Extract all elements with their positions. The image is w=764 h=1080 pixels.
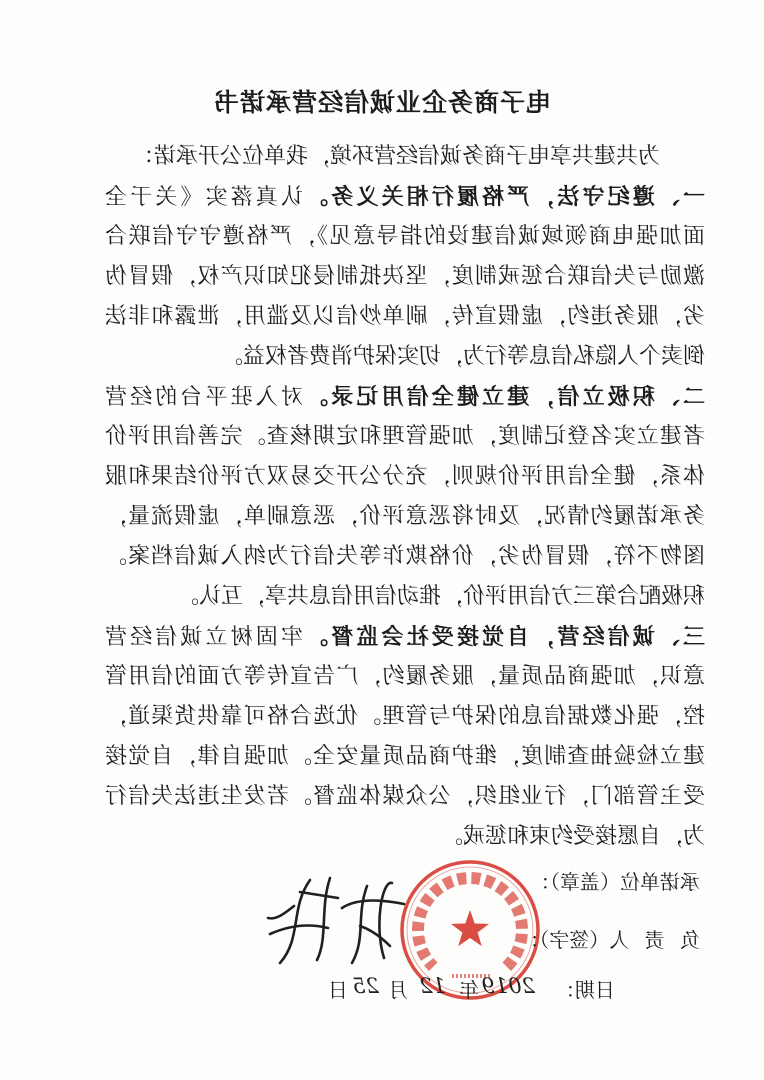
body-line: 受主管部门，行业组织，公众媒体监督。若发生违法失信行 (105, 784, 705, 809)
section-2-number: 二、 (654, 384, 705, 410)
body-line: 图物不符，假冒伪劣，价格欺诈等失信行为纳入诚信档案。 (105, 544, 705, 569)
body-line: 建立检验抽查制度，维护商品质量安全。加强自律，自觉接 (105, 744, 705, 769)
document-body (105, 137, 705, 857)
body-line: 意识，加强商品质量，服务履约，广告宣传等方面的信用管 (105, 664, 705, 689)
body-line: 积极配合第三方信用评价，推动信用信息共享，互认。 (176, 584, 705, 609)
section-2-heading: 积极立信，建立健全信用记录。 (302, 384, 655, 410)
section-1-first-line (105, 177, 705, 217)
section-3-heading: 诚信经营，自觉接受社会监督。 (302, 624, 655, 650)
body-line: 控，强化数据信息的保护与管理。优选合格可靠供货渠道， (105, 704, 705, 729)
date-month: 12 (419, 974, 446, 998)
body-line: 激励与失信联合惩戒制度，坚决抵制侵犯知识产权，假冒伪 (105, 264, 705, 289)
commitment-unit-label: 承诺单位（盖章）： (530, 870, 700, 894)
body-line: 体系，健全信用评价规则，充分公开交易双方评价结果和服 (105, 464, 705, 489)
section-3-number: 三、 (654, 624, 705, 650)
document-title: 电子商务企业诚信经营承诺书 (213, 88, 552, 117)
date-label: 日期： (555, 978, 615, 1002)
section-1-number: 一、 (654, 184, 705, 210)
date-day: 25 (352, 974, 379, 998)
responsible-person-label: 负 责 人（签字）： (519, 928, 700, 952)
section-1-text: 认真落实《关于全 (105, 185, 303, 210)
section-2-first-line (105, 377, 705, 417)
body-line: 劣，服务违约，虚假宣传，刷单炒信以及滥用，泄露和非法 (105, 304, 705, 329)
handwritten-signature (262, 868, 412, 968)
body-line: 者建立实名登记制度，加强管理和定期核查。完善信用评价 (105, 424, 705, 449)
body-line: 面加强电商领域诚信建设的指导意见》，严格遵守守信联合 (105, 224, 705, 249)
section-2-text: 对入驻平台的经营 (105, 385, 303, 410)
date-day-unit: 日 (328, 978, 348, 1002)
date-year-unit: 年 (459, 978, 479, 1002)
section-1-heading: 遵纪守法，严格履行相关义务。 (302, 184, 655, 210)
date-year: 2019 (481, 974, 535, 998)
date-month-unit: 月 (388, 978, 408, 1002)
section-3-first-line (105, 617, 705, 657)
body-line: 为，自愿接受约束和惩戒。 (440, 824, 705, 849)
section-3-text: 牢固树立诚信经营 (105, 625, 303, 650)
seal-star-icon (451, 910, 489, 946)
body-line: 倒卖个人隐私信息等行为，切实保护消费者权益。 (220, 344, 705, 369)
intro-line: 为共建共享电子商务诚信经营环境，我单位公开承诺： (131, 144, 660, 169)
body-line: 务承诺履约情况，及时将恶意评价，恶意刷单，虚假流量， (105, 504, 705, 529)
